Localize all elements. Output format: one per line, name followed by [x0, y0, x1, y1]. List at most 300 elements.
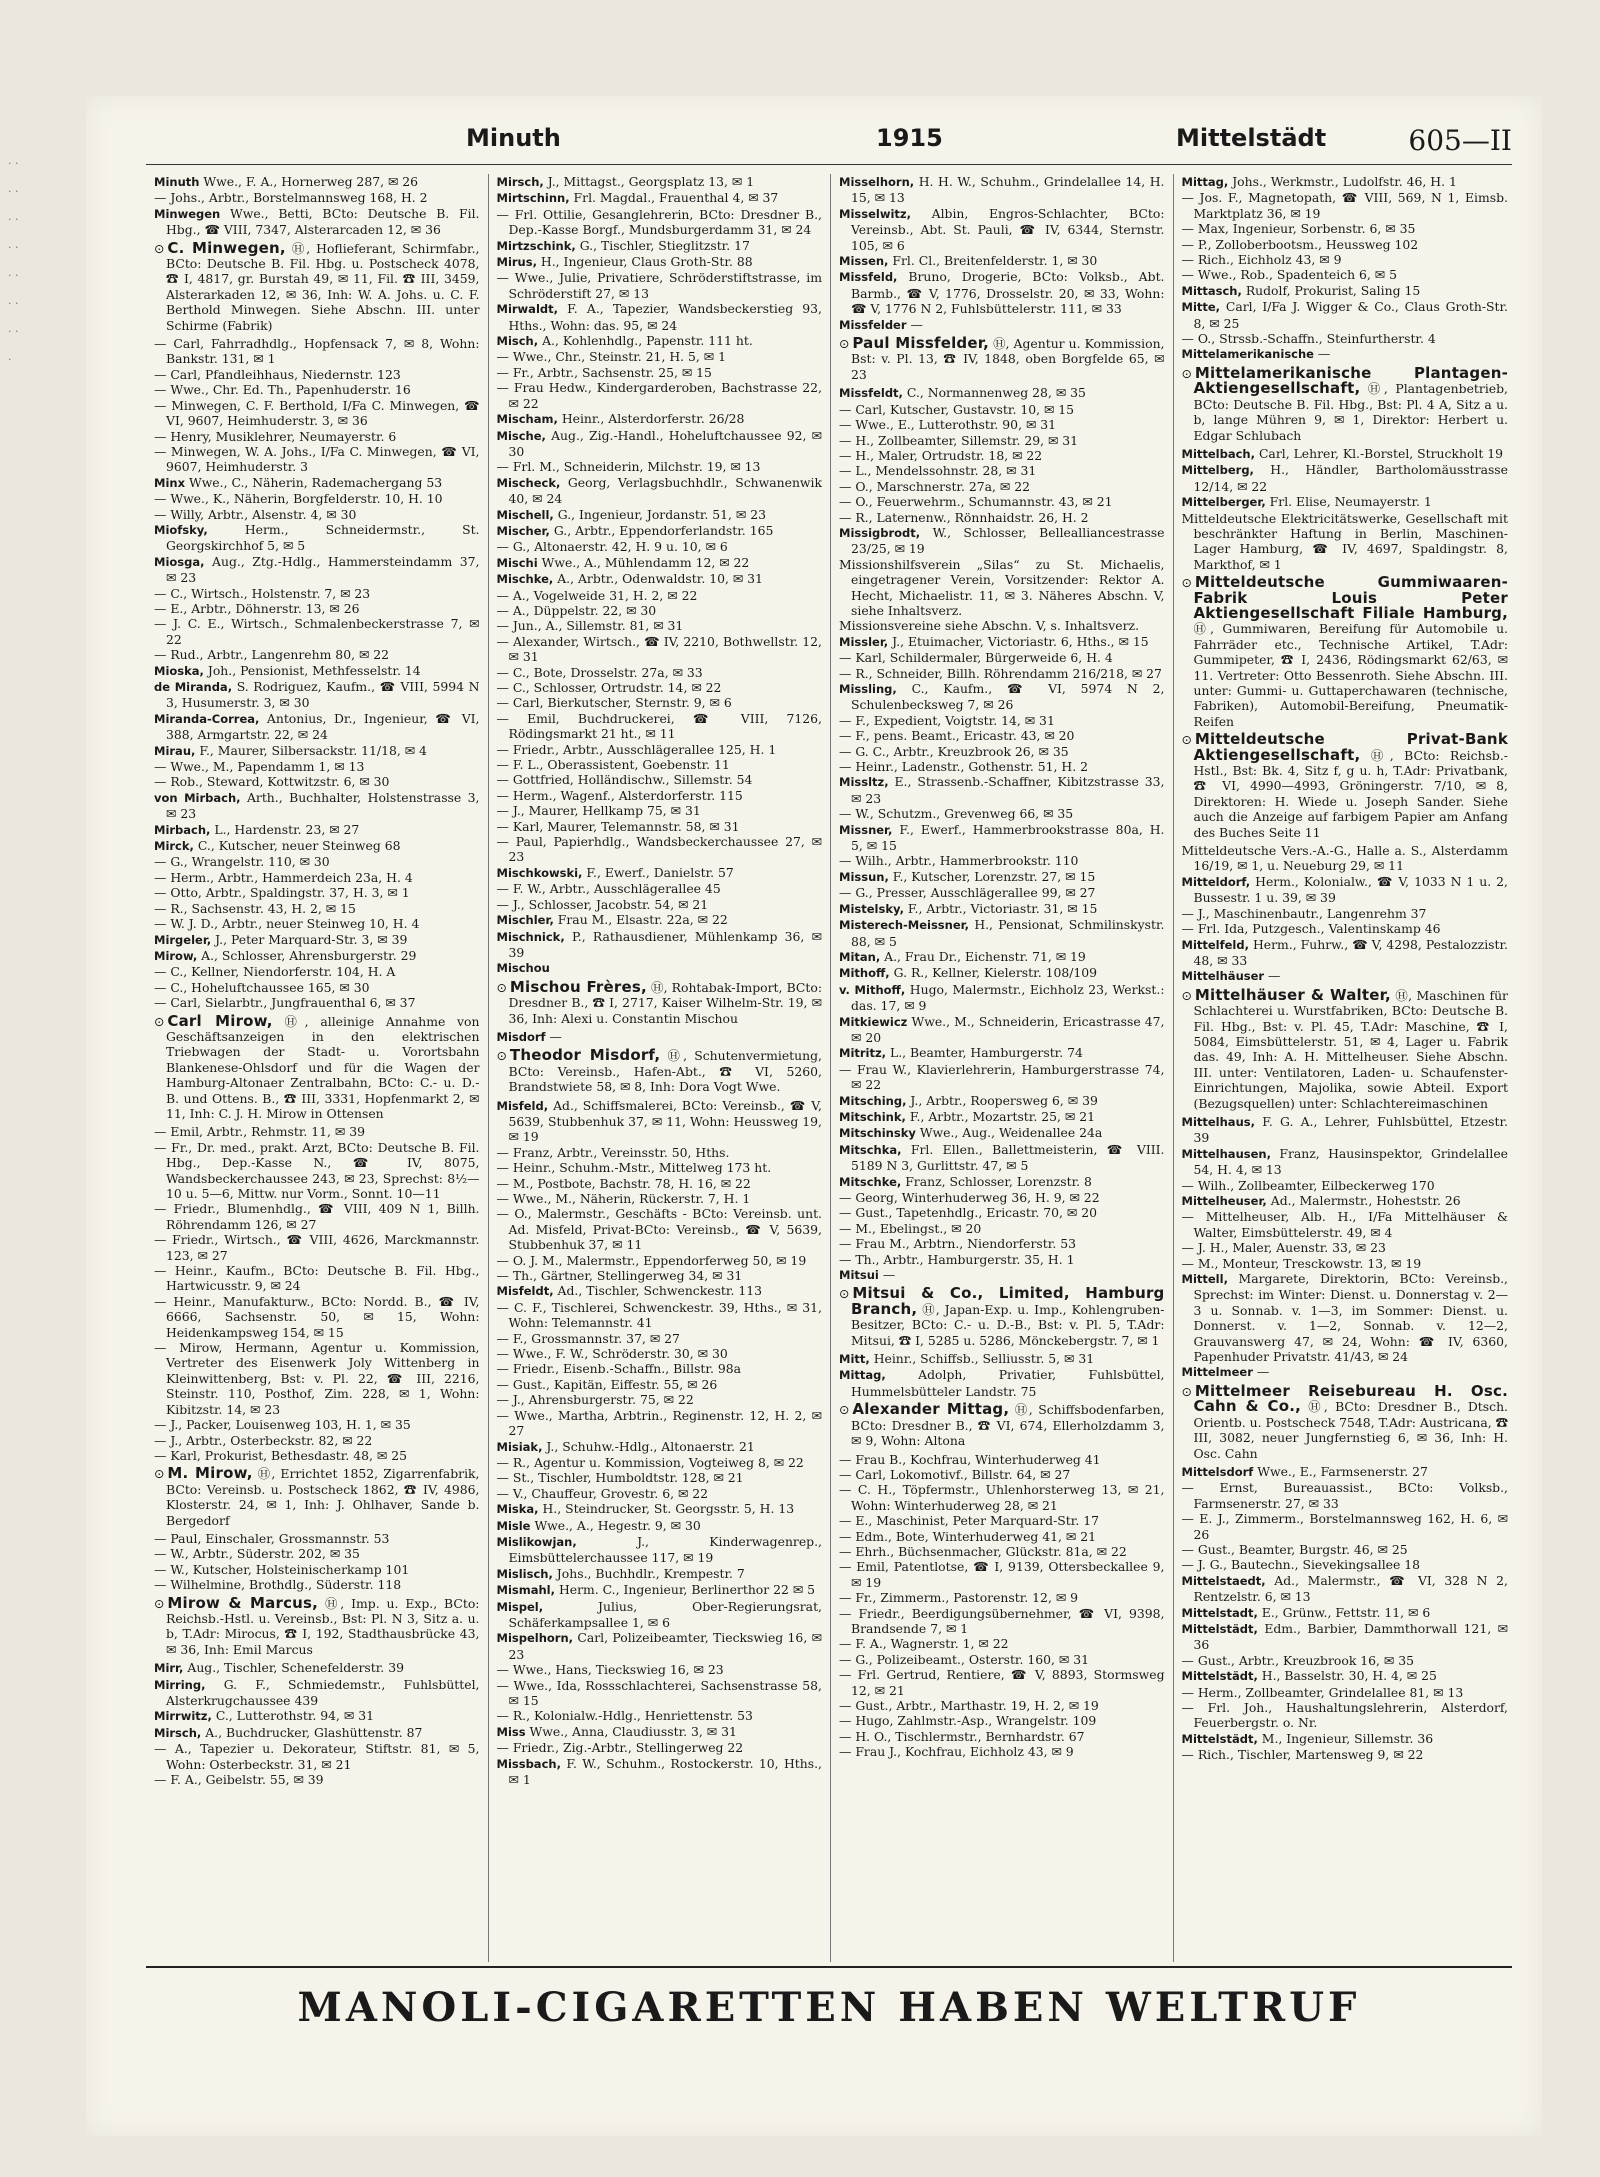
directory-entry [839, 509, 1165, 525]
entry-text: — [1268, 968, 1281, 984]
directory-entry [154, 1447, 480, 1463]
entry-text: Bruno, Drogerie, BCto: Volksb., Abt. Barmb., ☎ V, 1776, Drosselstr. 20, ✉ 33, Wohn: ☎ V, 1776 N 2, Fuhlsbüttelerstr. 111, ✉ 33 [851, 269, 1165, 317]
entry-text: — C., Hoheluftchaussee 165, ✉ 30 [154, 979, 370, 995]
entry-name: Mismahl, [496, 1583, 555, 1598]
directory-entry [839, 1667, 1165, 1698]
directory-entry [154, 205, 480, 238]
entry-name: Mirus, [496, 255, 537, 270]
entry-text: — Ehrh., Büchsenmacher, Glückstr. 81a, ✉ 22 [839, 1543, 1127, 1559]
entry-text: — R., Schneider, Billh. Röhrendamm 216/218, ✉ 27 [839, 665, 1162, 681]
entry-text: — Heinr., Manufakturw., BCto: Nordd. B., ☎ IV, 6666, Sachsenstr. 50, ✉ 15, Wohn: Heidenkampsweg 154, ✉ 15 [154, 1293, 480, 1340]
directory-entry [839, 1482, 1165, 1513]
entry-text: — Rich., Eichholz 43, ✉ 9 [1181, 252, 1342, 268]
directory-entry [1181, 1381, 1509, 1461]
entry-name: Mittasch, [1181, 283, 1242, 298]
directory-entry [1181, 1364, 1509, 1380]
entry-name: Missfelder [839, 317, 907, 332]
entry-text: Ⓗ, Plantagenbetrieb, BCto: Deutsche B. Fil. Hbg., Bst: Pl. 4 A, Sitz a u. b, lange Mühren 9, ✉ 1, Direktor: Herbert u. Edgar Schlubach [1193, 381, 1508, 443]
entry-text: L., Beamter, Hamburgerstr. 74 [890, 1045, 1083, 1061]
entry-name: Mitschka, [839, 1142, 902, 1157]
entry-text: F. A., Tapezier, Wandsbeckerstieg 93, Hths., Wohn: das. 95, ✉ 24 [508, 301, 822, 333]
entry-text: F., Arbtr., Victoriastr. 31, ✉ 15 [907, 900, 1098, 916]
entry-text: — Wwe., Ida, Rossschlachterei, Sachsenstrasse 58, ✉ 15 [496, 1677, 822, 1708]
directory-entry [496, 772, 823, 788]
entry-text: — Mirow, Hermann, Agentur u. Kommission, Vertreter des Eisenwerk Joly Wittenberg in Kleinwittenberg, Bst: v. Pl. 22, ☎ III, 2216, Steinstr. 110, Posthof, Zim. 228, ✉ 1, Wohn: Kibitzstr. 14, ✉ 23 [154, 1340, 480, 1417]
entry-text: — O., Feuerwehrm., Schumannstr. 43, ✉ 21 [839, 494, 1113, 510]
entry-name: Minuth [154, 175, 200, 189]
directory-entry [496, 1376, 823, 1392]
directory-entry [154, 1201, 480, 1232]
directory-entry [839, 447, 1165, 463]
firm-marker-icon: ⊙ [496, 1048, 507, 1064]
entry-text: — Rich., Tischler, Martensweg 9, ✉ 22 [1181, 1747, 1424, 1763]
directory-entry [496, 190, 823, 206]
entry-text: — Wwe., M., Papendamm 1, ✉ 13 [154, 759, 365, 775]
entry-name: Carl Mirow, [167, 1011, 273, 1030]
firm-marker-icon: ⊙ [839, 336, 850, 352]
entry-name: Mitteldorf, [1181, 874, 1251, 889]
directory-entry [154, 1561, 480, 1577]
directory-entry [839, 1125, 1165, 1141]
directory-entry [154, 838, 480, 854]
directory-entry [496, 1755, 823, 1788]
entry-text: — Gust., Arbtr., Kreuzbrook 16, ✉ 35 [1181, 1652, 1414, 1668]
entry-name: Mittelstadt, [1181, 1605, 1258, 1620]
entry-text: — Paul, Papierhdlg., Wandsbeckerchaussee 27, ✉ 23 [496, 834, 822, 865]
directory-entry [154, 238, 480, 333]
entry-text: — Karl, Prokurist, Bethesdastr. 48, ✉ 25 [154, 1447, 407, 1463]
directory-entry [1181, 190, 1509, 221]
entry-text: — G. C., Arbtr., Kreuzbrook 26, ✉ 35 [839, 743, 1069, 759]
footer-rule [146, 1966, 1512, 1968]
directory-entry [496, 1565, 823, 1582]
entry-text: — Ernst, Bureauassist., BCto: Volksb., Farmsenerstr. 27, ✉ 33 [1181, 1480, 1508, 1511]
entry-text: — Frau B., Kochfrau, Winterhuderweg 41 [839, 1451, 1101, 1467]
directory-entry [496, 364, 823, 380]
entry-name: Mitteldeutsche Privat-Bank Aktiengesellschaft, [1193, 730, 1508, 764]
entry-text: W., Schlosser, Bellealliancestrasse 23/25, ✉ 19 [851, 524, 1165, 557]
entry-text: C., Lutterothstr. 94, ✉ 31 [215, 1708, 375, 1724]
directory-entry [839, 1636, 1165, 1652]
entry-name: Mirring, [154, 1677, 206, 1692]
directory-entry [496, 1160, 823, 1176]
entry-text: — J. G., Bautechn., Sievekingsallee 18 [1181, 1557, 1421, 1573]
entry-text: — Frau M., Arbtrn., Niendorferstr. 53 [839, 1236, 1076, 1252]
directory-entry [1181, 1730, 1509, 1747]
directory-entry [496, 1662, 823, 1678]
entry-text: — F., Grossmannstr. 37, ✉ 27 [496, 1330, 680, 1346]
entry-text: — G., Altonaerstr. 42, H. 9 u. 10, ✉ 6 [496, 539, 728, 555]
entry-text: Ⓗ, Japan-Exp. u. Imp., Kohlengruben-Besitzer, BCto: C.- u. D.-B., Bst: v. Pl. 5, T.Adr: Mitsui, ☎ I, 5285 u. 5286, Mönckebergstr. 7, ✉ 1 [851, 1301, 1165, 1348]
entry-name: Mischou [496, 961, 550, 976]
entry-text: — Heinr., Schuhm.-Mstr., Mittelweg 173 ht. [496, 1160, 772, 1176]
directory-entry [154, 900, 480, 916]
directory-entry [839, 1173, 1165, 1190]
entry-text: — Jos. F., Magnetopath, ☎ VIII, 569, N 1, Eimsb. Marktplatz 36, ✉ 19 [1181, 190, 1508, 221]
directory-entry [154, 1741, 480, 1772]
entry-text: — [1317, 346, 1331, 362]
entry-text: — Carl, Fahrradhdlg., Hopfensack 7, ✉ 8, Wohn: Bankstr. 131, ✉ 1 [154, 336, 480, 367]
directory-entry [839, 1013, 1165, 1046]
directory-entry [839, 868, 1165, 885]
entry-name: Mittelstädt, [1181, 1731, 1258, 1746]
entry-text: — St., Tischler, Humboldtstr. 128, ✉ 21 [496, 1470, 744, 1486]
directory-entry [839, 665, 1165, 681]
entry-name: Missen, [839, 254, 889, 269]
entry-text: Joh., Pensionist, Methfesselstr. 14 [207, 662, 421, 678]
entry-name: Mische, [496, 428, 546, 443]
firm-marker-icon: ⊙ [1181, 365, 1192, 381]
entry-text: Johs., Werkmstr., Ludolfstr. 46, H. 1 [1232, 174, 1457, 189]
directory-entry [839, 494, 1165, 510]
entry-text: — Frl. Ottilie, Gesanglehrerin, BCto: Dresdner B., Dep.-Kasse Borgf., Mundsburgerdamm 31, ✉ 24 [496, 206, 822, 238]
entry-name: Minx [154, 475, 185, 490]
entry-text: — Karl, Schildermaler, Bürgerweide 6, H. 4 [839, 650, 1113, 666]
directory-entry [1181, 1255, 1509, 1271]
entry-text: — J., Maurer, Hellkamp 75, ✉ 31 [496, 803, 701, 819]
directory-entry [496, 664, 823, 680]
directory-entry [839, 981, 1165, 1014]
entry-text: J., Schuhw.-Hdlg., Altonaerstr. 21 [546, 1438, 755, 1454]
entry-text: Frl. Ellen., Ballettmeisterin, ☎ VIII. 5189 N 3, Gurlittstr. 47, ✉ 5 [851, 1141, 1165, 1174]
directory-entry [496, 1677, 823, 1709]
entry-name: Mirbach, [154, 822, 211, 837]
column-3 [831, 174, 1174, 1962]
entry-text: — Wwe., Chr., Steinstr. 21, H. 5, ✉ 1 [496, 349, 726, 365]
entry-name: Misterech-Meissner, [839, 918, 969, 933]
entry-text: H., Steindrucker, St. Georgsstr. 5, H. 13 [542, 1501, 795, 1517]
directory-entry [496, 680, 823, 695]
directory-entry [496, 1582, 823, 1598]
entry-text: — L., Mendelssohnstr. 28, ✉ 31 [839, 463, 1037, 479]
entry-text: — R., Agentur u. Kommission, Vogteiweg 8, ✉ 22 [496, 1454, 804, 1470]
entry-name: Misch, [496, 334, 539, 349]
directory-entry [154, 1011, 480, 1122]
entry-text: Wwe., A., Mühlendamm 12, ✉ 22 [541, 554, 750, 570]
directory-entry [839, 681, 1165, 713]
entry-text: — Wwe., Julie, Privatiere, Schröderstiftstrasse, im Schröderstift 27, ✉ 13 [496, 270, 822, 301]
directory-entry [154, 679, 480, 711]
directory-entry [496, 1046, 823, 1095]
entry-name: Mirow & Marcus, [167, 1593, 319, 1612]
directory-entry [496, 1533, 823, 1566]
directory-entry [154, 979, 480, 995]
header-rule [146, 164, 1512, 165]
entry-text: — Friedr., Eisenb.-Schaffn., Billstr. 98a [496, 1361, 742, 1377]
entry-text: Ⓗ, Agentur u. Kommission, Bst: v. Pl. 13, ☎ IV, 1848, oben Borgfelde 65, ✉ 23 [851, 336, 1165, 382]
directory-entry [496, 1346, 823, 1362]
entry-text: Frl. Cl., Breitenfelderstr. 1, ✉ 30 [892, 253, 1098, 269]
directory-entry [1181, 267, 1509, 283]
firm-marker-icon: ⊙ [154, 1595, 165, 1611]
entry-name: Mittelstädt, [1181, 1621, 1258, 1636]
directory-entry [496, 881, 823, 897]
entry-text: J., Peter Marquard-Str. 3, ✉ 39 [215, 931, 408, 947]
entry-text: C., Normannenweg 28, ✉ 35 [906, 385, 1086, 401]
directory-entry [839, 712, 1165, 728]
entry-text: F., Ewerf., Danielstr. 57 [586, 864, 734, 880]
directory-entry [154, 506, 480, 522]
scan-edge-marks: · · · · · · · · · · · · · · · [8, 157, 19, 366]
entry-text: S. Rodriguez, Kaufm., ☎ VIII, 5994 N 3, Husumerstr. 3, ✉ 30 [166, 679, 480, 711]
entry-text: — Wilh., Zollbeamter, Eilbeckerweg 170 [1181, 1177, 1435, 1193]
firm-marker-icon: ⊙ [1181, 575, 1192, 591]
entry-name: Mittelhausen, [1181, 1146, 1271, 1161]
entry-text: E., Strassenb.-Schaffner, Kibitzstrasse 33, ✉ 23 [851, 774, 1165, 806]
directory-entry [839, 463, 1165, 479]
directory-entry [496, 1438, 823, 1455]
directory-entry [1181, 873, 1509, 906]
directory-entry [154, 1676, 480, 1709]
directory-entry [154, 947, 480, 964]
directory-entry [496, 459, 823, 475]
entry-name: v. Mithoff, [839, 982, 906, 997]
directory-entry [496, 695, 823, 711]
directory-entry [154, 443, 480, 475]
directory-entry [496, 1470, 823, 1486]
entry-name: Mittelamerikanische [1181, 347, 1314, 362]
directory-entry [496, 757, 823, 773]
entry-name: Missltz, [839, 775, 889, 790]
entry-text: Adolph, Privatier, Fuhlsbüttel, Hummelsbütteler Landstr. 75 [851, 1367, 1165, 1399]
entry-text: — Rob., Steward, Kottwitzstr. 6, ✉ 30 [154, 774, 390, 790]
directory-entry [839, 759, 1165, 775]
directory-entry [496, 1175, 823, 1191]
entry-text: — Wwe., K., Näherin, Borgfelderstr. 10, H. 10 [154, 491, 443, 507]
directory-entry [154, 616, 480, 647]
firm-marker-icon: ⊙ [154, 1466, 165, 1482]
entry-text: — Karl, Maurer, Telemannstr. 58, ✉ 31 [496, 818, 740, 834]
column-2 [489, 174, 832, 1962]
entry-name: Mittelberg, [1181, 463, 1254, 478]
entry-text: Wwe., Anna, Claudiusstr. 3, ✉ 31 [529, 1723, 737, 1739]
entry-text: — Wwe., Hans, Tieckswieg 16, ✉ 23 [496, 1662, 724, 1678]
directory-entry [1181, 1668, 1509, 1684]
entry-name: Mirtzschink, [496, 238, 576, 253]
entry-text: — E. J., Zimmerm., Borstelmannsweg 162, H. 6, ✉ 26 [1181, 1511, 1508, 1542]
directory-entry [839, 385, 1165, 401]
entry-name: Mirtschinn, [496, 191, 570, 206]
entry-text: — Fr., Dr. med., prakt. Arzt, BCto: Deutsche B. Fil. Hbg., Dep.-Kasse N., ☎ IV, 8075, Wandsbeckerchaussee 243, ✉ 23, Sprechst: 8½—10 u. 5—6, Mittw. nur Vorm., Sonnt. 10—11 [154, 1139, 480, 1201]
directory-entry [496, 1252, 823, 1268]
entry-text: Wwe., Betti, BCto: Deutsche B. Fil. Hbg., ☎ VIII, 7347, Alsterarcaden 12, ✉ 36 [166, 205, 480, 238]
entry-text: — [882, 1267, 896, 1283]
entry-text: Ⓗ, Hoflieferant, Schirmfabr., BCto: Deutsche B. Fil. Hbg. u. Postscheck 4078, ☎ I, 4817, gr. Burstah 49, ✉ 11, Fil. ☎ III, 3459, Alsterarkaden 12, ✉ 36, Inh: W. A. Johs. u. C. F. Berthold Minwegen. Siehe Abschn. III. unter Schirme (Fabrik) [166, 240, 480, 333]
directory-entry [154, 774, 480, 790]
directory-entry [496, 928, 823, 961]
directory-entry [154, 1263, 480, 1294]
entry-text: — Emil, Buchdruckerei, ☎ VIII, 7126, Rödingsmarkt 21 ht., ✉ 11 [496, 710, 822, 742]
entry-name: Missbach, [496, 1756, 561, 1771]
entry-text: C., Kaufm., ☎ VI, 5974 N 2, Schulenbecksweg 7, ✉ 26 [851, 681, 1165, 713]
directory-entry [154, 366, 480, 382]
entry-text: — Gust., Kapitän, Eiffestr. 55, ✉ 26 [496, 1376, 718, 1392]
directory-entry [839, 806, 1165, 822]
entry-name: Mislikowjan, [496, 1534, 577, 1549]
directory-entry [154, 1417, 480, 1433]
directory-entry [496, 237, 823, 254]
directory-entry [1181, 843, 1509, 874]
header-first-entry: Minuth [466, 124, 561, 152]
entry-name: Mioska, [154, 663, 204, 678]
entry-text: — G., Polizeibeamt., Osterstr. 160, ✉ 31 [839, 1651, 1089, 1667]
directory-entry [154, 869, 480, 885]
entry-text: — Alexander, Wirtsch., ☎ IV, 2210, Bothwellstr. 12, ✉ 31 [496, 633, 822, 665]
directory-entry [1181, 1541, 1509, 1557]
entry-name: Missler, [839, 634, 889, 649]
directory-entry [496, 1407, 823, 1439]
entry-text: — Fr., Zimmerm., Pastorenstr. 12, ✉ 9 [839, 1590, 1079, 1606]
directory-entry [839, 1108, 1165, 1125]
entry-text: Carl, I/Fa J. Wigger & Co., Claus Groth-Str. 8, ✉ 25 [1193, 299, 1508, 331]
entry-text: Wwe., F. A., Hornerweg 287, ✉ 26 [203, 174, 419, 189]
entry-text: — C., Kellner, Niendorferstr. 104, H. A [154, 964, 396, 980]
entry-name: C. Minwegen, [167, 238, 286, 257]
directory-entry [1181, 1604, 1509, 1621]
directory-entry [496, 1740, 823, 1756]
entry-text: L., Hardenstr. 23, ✉ 27 [214, 821, 360, 837]
directory-entry [839, 1251, 1165, 1267]
column-4 [1174, 174, 1517, 1962]
entry-name: Mispelhorn, [496, 1631, 574, 1646]
firm-marker-icon: ⊙ [1181, 987, 1192, 1003]
directory-entry [496, 912, 823, 928]
entry-name: Mirgeler, [154, 932, 212, 947]
entry-name: Mitsching, [839, 1093, 907, 1108]
entry-text: — C., Wirtsch., Holstenstr. 7, ✉ 23 [154, 585, 371, 601]
entry-text: — Gust., Beamter, Burgstr. 46, ✉ 25 [1181, 1541, 1408, 1557]
directory-entry [496, 1392, 823, 1408]
entry-text: Missionsvereine siehe Abschn. V, s. Inhaltsverz. [839, 618, 1140, 634]
directory-entry [1181, 363, 1509, 443]
directory-entry [154, 1232, 480, 1263]
entry-text: — Herm., Zollbeamter, Grindelallee 81, ✉ 13 [1181, 1684, 1464, 1700]
directory-entry [154, 710, 480, 743]
entry-text: Ⓗ, Maschinen für Schlachterei u. Wurstfabriken, BCto: Deutsche B. Fil. Hbg., Bst: v. Pl. 45, T.Adr: Maschine, ☎ I, 5084, Eimsbüttelerstr. 51, ✉ 4, Lager u. Fabrik das. 49, Inh: A. H. Mittelheuser. Siehe Abschn. III. unter: Ventilatoren, Laden- u. Schaufenster-Einrichtungen, Majolika, sowie Abteil. Export (Bezugsquellen) unter: Schlachtereimaschinen [1193, 987, 1508, 1111]
entry-name: Mittelmeer [1181, 1365, 1253, 1380]
entry-name: Mirau, [154, 743, 196, 758]
directory-entry [1181, 1193, 1509, 1209]
entry-text: Margarete, Direktorin, BCto: Vereinsb., Sprechst: im Winter: Dienst. u. Donnerstag v. 2—3 u. Sonnab. v. 1—3, im Sommer: Dienst. u. Donnerst. v. 1—2, Sonnab. v. 12—2, Grauvanswerg 47, ✉ 24, Wohn: ☎ IV, 6360, Papenhuder Privatstr. 41/43, ✉ 24 [1193, 1271, 1508, 1365]
directory-entry [1181, 1572, 1509, 1605]
entry-text: — Emil, Patentlotse, ☎ I, 9139, Ottersbeckallee 9, ✉ 19 [839, 1559, 1165, 1590]
entry-text: Aug., Tischler, Schenefelderstr. 39 [187, 1660, 404, 1676]
directory-entry [839, 900, 1165, 917]
directory-entry [154, 1530, 480, 1546]
entry-name: Misiak, [496, 1439, 543, 1454]
entry-name: Mittelstaedt, [1181, 1573, 1266, 1588]
entry-text: — Frau Hedw., Kindergarderoben, Bachstrasse 22, ✉ 22 [496, 380, 822, 411]
directory-entry [496, 571, 823, 587]
firm-marker-icon: ⊙ [154, 1013, 165, 1029]
entry-text: Ad., Malermstr., ☎ VI, 328 N 2, Rentzelstr. 6, ✉ 13 [1193, 1572, 1508, 1605]
entry-text: — F. W., Arbtr., Ausschlägerallee 45 [496, 881, 721, 897]
directory-entry [496, 254, 823, 270]
entry-text: — J., Packer, Louisenweg 103, H. 1, ✉ 35 [154, 1417, 411, 1433]
entry-text: — F. L., Oberassistent, Goebenstr. 11 [496, 757, 730, 773]
entry-name: Mischam, [496, 412, 558, 427]
entry-text: Aug., Ztg.-Hdlg., Hammersteindamm 37, ✉ 23 [166, 553, 480, 586]
entry-name: Mirr, [154, 1661, 184, 1676]
entry-text: — Carl, Lokomotivf., Billstr. 64, ✉ 27 [839, 1466, 1071, 1482]
entry-text: Frl. Magdal., Frauenthal 4, ✉ 37 [573, 190, 779, 206]
directory-entry [1181, 236, 1509, 252]
directory-entry [496, 554, 823, 571]
entry-text: — Wwe., Martha, Arbtrin., Reginenstr. 12, H. 2, ✉ 27 [496, 1407, 822, 1439]
entry-name: Mitte, [1181, 300, 1221, 315]
entry-text: — E., Arbtr., Döhnerstr. 13, ✉ 26 [154, 600, 360, 616]
entry-text: — Wwe., Rob., Spadenteich 6, ✉ 5 [1181, 267, 1398, 283]
directory-entry [1181, 1557, 1509, 1573]
entry-name: M. Mirow, [167, 1464, 253, 1483]
entry-name: Mischell, [496, 507, 554, 522]
entry-name: Mitschke, [839, 1174, 902, 1189]
entry-name: Mitschinsky [839, 1126, 916, 1141]
entry-text: Herm. C., Ingenieur, Berlinerthor 22 ✉ 5 [558, 1582, 816, 1598]
directory-entry [496, 174, 823, 190]
entry-name: Missigbrodt, [839, 525, 921, 540]
entry-text: Albin, Engros-Schlachter, BCto: Vereinsb., Abt. St. Pauli, ☎ IV, 6344, Sternstr. 105, ✉ 6 [851, 205, 1165, 253]
directory-entry [154, 1464, 480, 1528]
entry-name: Misfeld, [496, 1098, 549, 1113]
entry-text: Hugo, Malermstr., Eichholz 23, Werkst.: das. 17, ✉ 9 [851, 981, 1165, 1014]
entry-name: Mispel, [496, 1599, 544, 1614]
directory-entry [839, 1543, 1165, 1559]
directory-entry [496, 1630, 823, 1662]
directory-entry [839, 417, 1165, 433]
directory-entry [839, 853, 1165, 869]
entry-name: Mitritz, [839, 1046, 887, 1061]
directory-entry [1181, 1511, 1509, 1542]
directory-entry [839, 948, 1165, 965]
directory-entry [154, 585, 480, 601]
directory-entry [496, 818, 823, 834]
directory-entry [154, 1340, 480, 1417]
directory-entry [1181, 445, 1509, 462]
entry-text: Julius, Ober-Regierungsrat, Schäferkampsallee 1, ✉ 6 [508, 1598, 822, 1630]
entry-name: Mittelamerikanische Plantagen-Aktiengesellschaft, [1193, 363, 1508, 398]
entry-name: Miosga, [154, 554, 205, 569]
directory-entry [839, 1367, 1165, 1399]
entry-text: G., Arbtr., Eppendorferlandstr. 165 [553, 522, 774, 538]
entry-name: Mitt, [839, 1352, 870, 1367]
entry-name: Missfeld, [839, 270, 898, 285]
directory-entry [496, 1517, 823, 1534]
directory-entry [839, 478, 1165, 494]
entry-text: — Wilhelmine, Brothdlg., Süderstr. 118 [154, 1577, 402, 1593]
directory-entry [496, 539, 823, 555]
entry-text: F., Arbtr., Mozartstr. 25, ✉ 21 [909, 1108, 1095, 1124]
directory-entry [839, 1466, 1165, 1482]
entry-text: A., Buchdrucker, Glashüttenstr. 87 [205, 1724, 423, 1740]
directory-entry [154, 821, 480, 838]
directory-entry [154, 553, 480, 586]
entry-text: — Otto, Arbtr., Spaldingstr. 37, H. 3, ✉ 1 [154, 885, 410, 901]
entry-text: — V., Chauffeur, Grovestr. 6, ✉ 22 [496, 1485, 709, 1501]
entry-text: — Gust., Arbtr., Marthastr. 19, H. 2, ✉ 19 [839, 1698, 1099, 1713]
entry-text: C., Kutscher, neuer Steinweg 68 [197, 838, 401, 854]
directory-entry [496, 1708, 823, 1724]
directory-entry [154, 474, 480, 491]
entry-text: Wwe., Aug., Weidenallee 24a [919, 1125, 1103, 1141]
entry-text: — Mittelheuser, Alb. H., I/Fa Mittelhäuser & Walter, Eimsbüttelerstr. 49, ✉ 4 [1181, 1209, 1508, 1240]
entry-text: Ⓗ, Errichtet 1852, Zigarrenfabrik, BCto: Vereinsb. u. Postscheck 1862, ☎ IV, 4986, Klosterstr. 24, ✉ 1, Inh: J. Ohlhaver, Sande b. Bergedorf [166, 1466, 480, 1528]
entry-text: A., Schlosser, Ahrensburgerstr. 29 [201, 947, 417, 963]
entry-text: Ⓗ, Schutenvermietung, BCto: Vereinsb., Hafen-Abt., ☎ VI, 5260, Brandstwiete 58, ✉ 8, Inh: Dora Vogt Wwe. [508, 1048, 822, 1095]
entry-name: Miofsky, [154, 522, 208, 537]
directory-entry [154, 600, 480, 616]
entry-name: Misle [496, 1518, 531, 1533]
